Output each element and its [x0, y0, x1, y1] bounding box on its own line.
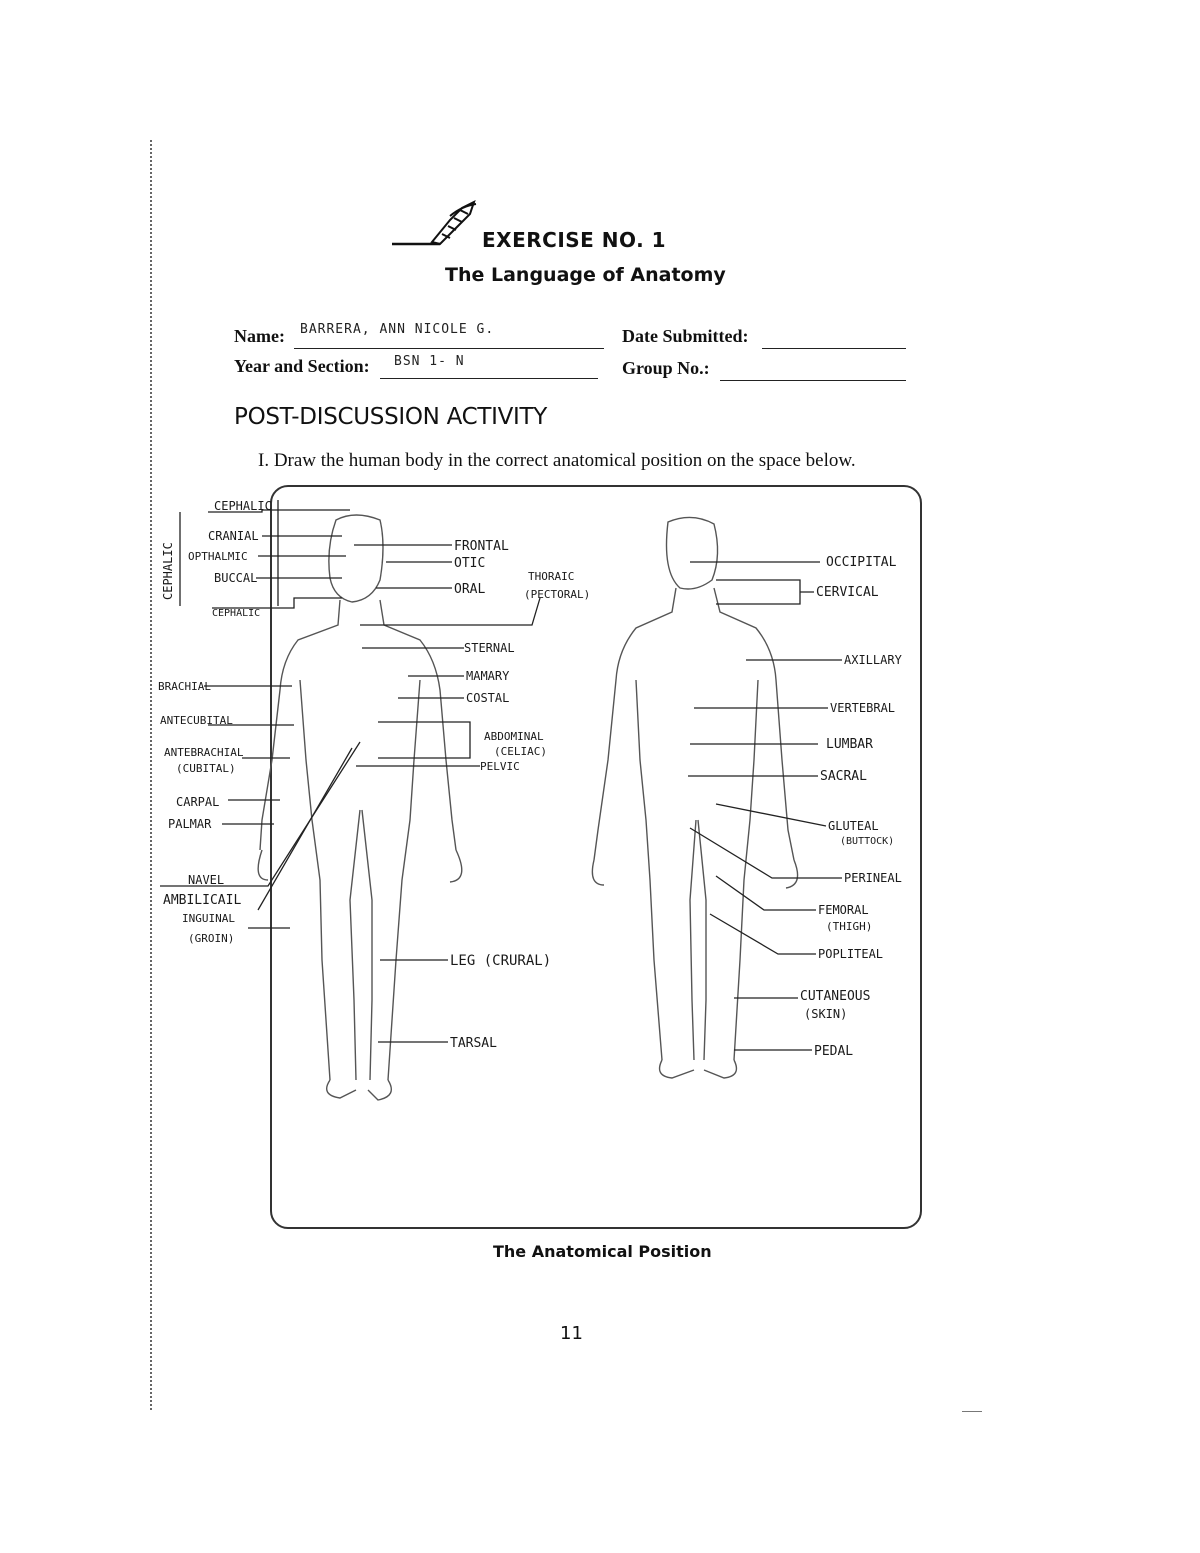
label-umbilical: AMBILICAIL [163, 893, 242, 908]
label-cranial: CRANIAL [208, 529, 259, 543]
label-navel: NAVEL [188, 873, 225, 887]
label-thoracic: THORAIC [528, 570, 575, 583]
posterior-body-figure [592, 517, 797, 1078]
label-pedal: PEDAL [814, 1044, 854, 1059]
label-sacral: SACRAL [820, 769, 867, 784]
label-costal: COSTAL [466, 691, 510, 705]
year-section-label: Year and Section: [234, 356, 370, 376]
label-buttock: (BUTTOCK) [840, 836, 895, 847]
label-gluteal: GLUTEAL [828, 819, 879, 833]
figure-caption: The Anatomical Position [493, 1242, 712, 1261]
label-cervical: CERVICAL [816, 585, 879, 600]
label-pelvic: PELVIC [480, 760, 520, 773]
label-frontal: FRONTAL [454, 539, 509, 554]
label-perineal: PERINEAL [844, 871, 902, 885]
posterior-labels [800, 555, 903, 1059]
label-antebrachial: ANTEBRACHIAL [164, 746, 244, 759]
label-palmar: PALMAR [168, 817, 212, 831]
label-thigh: (THIGH) [826, 920, 873, 933]
label-leg-crural: LEG (CRURAL) [450, 953, 552, 969]
label-occipital: OCCIPITAL [826, 555, 897, 570]
label-otic: OTIC [454, 556, 486, 571]
label-buccal: BUCCAL [214, 571, 258, 585]
label-inguinal: INGUINAL [182, 912, 235, 925]
label-vertebral: VERTEBRAL [830, 701, 896, 715]
section-title: POST-DISCUSSION ACTIVITY [234, 404, 548, 430]
group-no-label: Group No.: [622, 358, 710, 378]
label-lumbar: LUMBAR [826, 737, 873, 752]
exercise-title: EXERCISE NO. 1 [482, 228, 667, 252]
anterior-body-figure [258, 515, 462, 1100]
label-brachial: BRACHIAL [158, 680, 211, 693]
year-section-value: BSN 1- N [394, 354, 465, 369]
label-skin: (SKIN) [804, 1007, 848, 1021]
label-mamary: MAMARY [466, 669, 510, 683]
name-label: Name: [234, 326, 285, 346]
label-abdominal: ABDOMINAL [484, 730, 544, 743]
label-cubital: (CUBITAL) [176, 762, 236, 775]
label-sternal: STERNAL [464, 641, 515, 655]
label-tarsal: TARSAL [450, 1036, 497, 1051]
exercise-subtitle: The Language of Anatomy [445, 264, 726, 286]
label-oral: ORAL [454, 582, 486, 597]
label-cephalic-vertical: CEPHALIC [161, 542, 175, 600]
label-celiac: (CELIAC) [494, 745, 547, 758]
label-ophthalmic: OPTHALMIC [188, 550, 248, 563]
label-cephalic-top: CEPHALIC [214, 499, 272, 513]
anterior-labels [158, 499, 590, 1051]
page-number: 11 [560, 1323, 583, 1344]
label-femoral: FEMORAL [818, 903, 869, 917]
posterior-leader-lines [688, 562, 842, 1050]
label-pectoral: (PECTORAL) [524, 588, 591, 601]
label-carpal: CARPAL [176, 795, 220, 809]
label-cephalic-bottom: CEPHALIC [212, 608, 261, 619]
name-value: BARRERA, ANN NICOLE G. [300, 322, 495, 337]
label-antecubital: ANTECUBITAL [160, 714, 233, 727]
label-groin: (GROIN) [188, 932, 235, 945]
label-popliteal: POPLITEAL [818, 947, 884, 961]
instruction-text: I. Draw the human body in the correct anatomical position on the space below. [258, 450, 856, 471]
label-axillary: AXILLARY [844, 653, 902, 667]
label-cutaneous: CUTANEOUS [800, 989, 871, 1004]
date-submitted-label: Date Submitted: [622, 326, 749, 346]
